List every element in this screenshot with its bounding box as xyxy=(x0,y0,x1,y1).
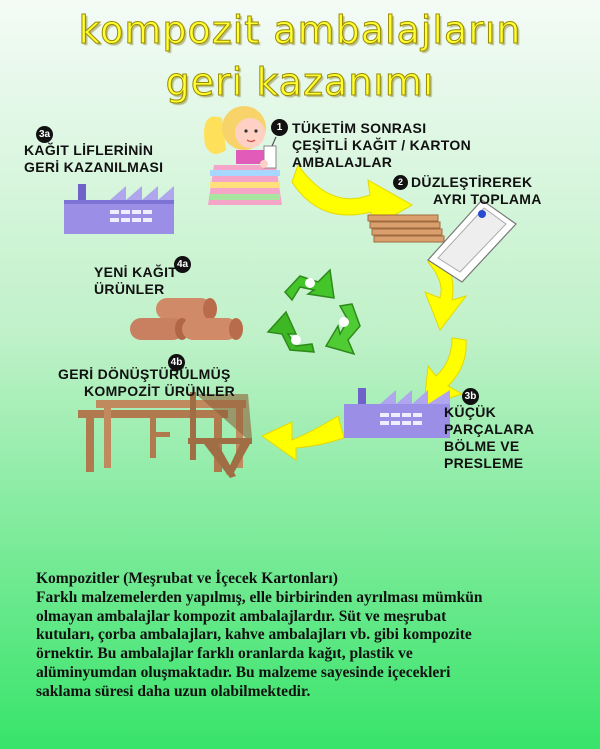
step-3b-line-1: KÜÇÜK xyxy=(444,404,497,420)
step-4a-line-1: YENİ KAĞIT xyxy=(94,264,178,280)
step-3b-line-2: PARÇALARA xyxy=(444,421,535,437)
step-3b-line-4: PRESLEME xyxy=(444,455,524,471)
paper-rolls-icon xyxy=(130,298,243,340)
step-2-line-2: AYRI TOPLAMA xyxy=(433,191,542,207)
poster-title-line-2: geri kazanımı xyxy=(165,60,435,104)
step-2-line-1: DÜZLEŞTİREREK xyxy=(411,174,533,190)
girl-with-juice-box-icon xyxy=(204,106,282,205)
poster-title-line-1: kompozit ambalajların xyxy=(78,8,522,52)
step-1-line-2: ÇEŞİTLİ KAĞIT / KARTON xyxy=(292,137,472,153)
step-badge-2: 2 xyxy=(393,175,408,190)
step-3b-label xyxy=(444,404,534,472)
factory-icon-3a xyxy=(64,184,174,234)
description-line-3: kutuları, çorba ambalajları, kahve ambalajları vb. gibi kompozite xyxy=(36,626,472,644)
step-1-line-1: TÜKETİM SONRASI xyxy=(292,120,427,136)
step-4b-line-1: GERİ DÖNÜŞTÜRÜLMÜŞ xyxy=(58,366,231,382)
step-3a-line-1: KAĞIT LİFLERİNİN xyxy=(24,142,154,158)
description-line-2: olmayan ambalajlar kompozit ambalajlardır. Süt ve meşrubat xyxy=(36,607,447,625)
description-line-5: alüminyumdan oluşmaktadır. Bu malzeme sayesinde içecekleri xyxy=(36,663,451,681)
step-4b-label xyxy=(58,366,235,400)
description-heading: Kompozitler (Meşrubat ve İçecek Kartonları) xyxy=(36,570,338,587)
step-2-label xyxy=(411,174,542,208)
flow-arrow-3b-to-4b xyxy=(262,416,344,460)
step-4b-line-2: KOMPOZİT ÜRÜNLER xyxy=(84,383,236,399)
step-badge-3b: 3b xyxy=(462,388,479,405)
step-3a-label xyxy=(24,142,163,176)
recycle-symbol-icon xyxy=(268,270,360,354)
description-text xyxy=(36,570,576,702)
table-and-chair-icon xyxy=(78,392,252,478)
description-line-1: Farklı malzemelerden yapılmış, elle birbirinden ayrılması mümkün xyxy=(36,588,483,606)
step-badge-4a: 4a xyxy=(174,256,191,273)
step-1-label xyxy=(292,120,471,171)
step-4a-label xyxy=(94,264,177,298)
step-badge-3a: 3a xyxy=(36,126,53,143)
step-3a-line-2: GERİ KAZANILMASI xyxy=(24,159,164,175)
step-badge-1: 1 xyxy=(271,119,288,136)
description-line-6: saklama süresi daha uzun olabilmektedir. xyxy=(36,682,311,700)
step-1-line-3: AMBALAJLAR xyxy=(292,154,393,170)
step-3b-line-3: BÖLME VE xyxy=(444,438,520,454)
description-line-4: örnektir. Bu ambalajlar farklı oranlarda kağıt, plastik ve xyxy=(36,645,413,663)
step-badge-4b: 4b xyxy=(168,354,185,371)
step-4a-line-2: ÜRÜNLER xyxy=(94,281,165,297)
